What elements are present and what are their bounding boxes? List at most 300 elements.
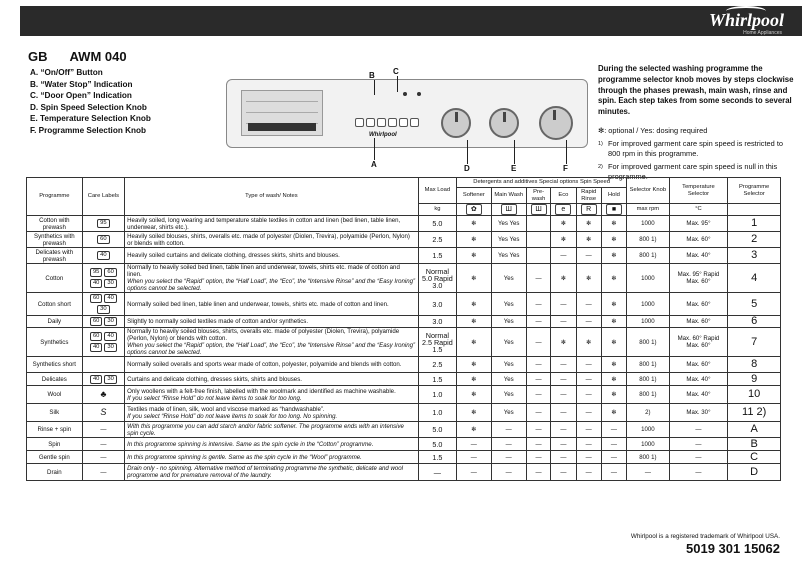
footnote-1: For improved garment care spin speed is restricted to 800 rpm in this programme. bbox=[608, 138, 783, 158]
temperature-cell: Max. 60° bbox=[669, 293, 728, 316]
programme-name: Daily bbox=[27, 316, 83, 328]
care-label-badge: 60 bbox=[104, 268, 116, 277]
care-label-badge: 95 bbox=[90, 268, 102, 277]
eco-cell: ✻ bbox=[551, 328, 576, 357]
rapid-rinse-cell: ✻ bbox=[576, 328, 601, 357]
care-labels bbox=[82, 316, 125, 328]
prewash-cell: — bbox=[526, 464, 550, 481]
temperature-cell: Max. 30° bbox=[669, 404, 728, 422]
wash-note: Textiles made of linen, silk, wool and viscose marked as “handwashable”. bbox=[127, 405, 325, 413]
rapid-rinse-cell: — bbox=[576, 464, 601, 481]
door-open-led-icon bbox=[417, 92, 421, 96]
temperature-cell: Max. 60° bbox=[669, 357, 728, 373]
hold-cell: ✻ bbox=[601, 357, 626, 373]
max-rpm-cell: — bbox=[627, 464, 670, 481]
legend-item: C. “Door Open” Indication bbox=[30, 91, 132, 100]
care-label-badge: 95 bbox=[97, 219, 109, 228]
max-load: 2.5 bbox=[418, 232, 456, 248]
softener-cell: ✻ bbox=[457, 216, 491, 232]
optional-note: ✻: optional / Yes: dosing required bbox=[598, 125, 708, 135]
wash-notes bbox=[125, 386, 419, 404]
wash-notes bbox=[125, 248, 419, 264]
col-care-labels: Care Labels bbox=[82, 178, 125, 216]
care-labels bbox=[82, 438, 125, 451]
programme-name: Synthetics short bbox=[27, 357, 83, 373]
programme-name: Synthetics bbox=[27, 328, 83, 357]
hold-cell: — bbox=[601, 422, 626, 438]
col-programme: Programme bbox=[27, 178, 83, 216]
max-load: 1.5 bbox=[418, 373, 456, 386]
rapid-rinse-cell: — bbox=[576, 438, 601, 451]
wash-notes bbox=[125, 264, 419, 293]
care-label-dash: — bbox=[100, 453, 107, 461]
temperature-cell: Max. 95° bbox=[669, 216, 728, 232]
footnote-2: For improved garment care spin speed is null in this programme. bbox=[608, 161, 778, 181]
softener-cell: ✻ bbox=[457, 404, 491, 422]
programme-name: Gentle spin bbox=[27, 451, 83, 464]
footnote-mark: 2) bbox=[598, 163, 603, 170]
wash-notes bbox=[125, 422, 419, 438]
rapid-rinse-cell: — bbox=[576, 422, 601, 438]
top-band bbox=[20, 6, 802, 36]
leader-line bbox=[566, 140, 567, 164]
eco-cell: — bbox=[551, 404, 576, 422]
callout-f: F bbox=[563, 164, 568, 173]
wash-note: Normally soiled overalls and sports wear made of cotton, polyester, polyamide and blends with cotton. bbox=[127, 361, 402, 368]
wash-notes bbox=[125, 438, 419, 451]
wash-note-italic: In this programme spinning is intensive. Same as the spin cycle in the “Cotton” programme. bbox=[127, 440, 374, 448]
max-rpm-cell: 800 1) bbox=[627, 373, 670, 386]
eco-cell: — bbox=[551, 464, 576, 481]
max-load: 5.0 bbox=[418, 422, 456, 438]
option-button[interactable] bbox=[399, 118, 408, 127]
hold-cell: ✻ bbox=[601, 386, 626, 404]
max-rpm-cell: 1000 bbox=[627, 438, 670, 451]
care-label-dash: — bbox=[100, 426, 107, 433]
leader-line bbox=[374, 80, 375, 95]
wash-note: Heavily soiled blouses, shirts, overalls etc. made of polyester (Diolen, Trevira), polyamide (Perlon, Nylon) or blends with cotton. bbox=[127, 232, 410, 247]
care-label-badge: 30 bbox=[104, 375, 116, 384]
programme-number: 9 bbox=[728, 373, 781, 386]
max-rpm-cell: 2) bbox=[627, 404, 670, 422]
programme-name: Cotton bbox=[27, 264, 83, 293]
max-load: 2.5 bbox=[418, 357, 456, 373]
hold-cell: ✻ bbox=[601, 293, 626, 316]
wash-notes bbox=[125, 373, 419, 386]
hold-cell: — bbox=[601, 451, 626, 464]
temperature-cell: Max. 40° bbox=[669, 373, 728, 386]
detergent-drawer-chart bbox=[241, 90, 323, 136]
table-row bbox=[27, 451, 781, 464]
softener-cell: ✻ bbox=[457, 316, 491, 328]
temperature-cell: Max. 60° bbox=[669, 232, 728, 248]
programme-name: Delicates with prewash bbox=[27, 248, 83, 264]
care-label-dash: — bbox=[100, 468, 107, 476]
programme-number: 3 bbox=[728, 248, 781, 264]
care-label-badge: 30 bbox=[104, 343, 116, 352]
col-detergents: Detergents and additives Special options Spin Speed bbox=[457, 178, 627, 188]
wash-note: Normally to heavily soiled blouses, shirts, overalls etc. made of polyester (Diolen, Trevira), polyamide (Perlon, Nylon) or blends with cotton. bbox=[127, 328, 400, 342]
prewash-cell: — bbox=[526, 438, 550, 451]
main-wash-cell: Yes Yes bbox=[491, 232, 526, 248]
prewash-icon: Ш bbox=[531, 204, 547, 215]
spin-speed-knob[interactable] bbox=[441, 108, 471, 138]
programme-name: Spin bbox=[27, 438, 83, 451]
care-labels bbox=[82, 293, 125, 316]
programme-number: 4 bbox=[728, 264, 781, 293]
softener-cell: — bbox=[457, 438, 491, 451]
care-label-badge: 60 bbox=[90, 294, 102, 303]
eco-cell: — bbox=[551, 373, 576, 386]
prewash-cell: — bbox=[526, 357, 550, 373]
temperature-cell: Max. 60° Rapid Max. 60° bbox=[669, 328, 728, 357]
legend-item: A. “On/Off” Button bbox=[30, 68, 103, 77]
max-load: Normal 2.5 Rapid 1.5 bbox=[418, 328, 456, 357]
option-button[interactable] bbox=[377, 118, 386, 127]
max-load: 1.5 bbox=[418, 248, 456, 264]
programme-rows bbox=[27, 216, 781, 481]
softener-cell: — bbox=[457, 451, 491, 464]
prewash-cell bbox=[526, 232, 550, 248]
model-heading bbox=[28, 49, 149, 64]
care-label-badge: 60 bbox=[97, 235, 109, 244]
legend-item: F. Programme Selection Knob bbox=[30, 125, 147, 135]
main-wash-cell: Yes Yes bbox=[491, 248, 526, 264]
care-labels bbox=[82, 404, 125, 422]
programme-number: 5 bbox=[728, 293, 781, 316]
table-row bbox=[27, 264, 781, 293]
softener-cell: ✻ bbox=[457, 264, 491, 293]
on-off-button[interactable] bbox=[355, 118, 364, 127]
hold-icon: ■ bbox=[606, 204, 622, 215]
wash-notes bbox=[125, 216, 419, 232]
wash-note-italic: With this programme you can add starch and/or fabric softener. The programme ends with an intensive spin cycle. bbox=[127, 422, 404, 437]
callout-b: B bbox=[369, 71, 375, 80]
table-row bbox=[27, 232, 781, 248]
care-labels bbox=[82, 328, 125, 357]
hold-cell: ✻ bbox=[601, 316, 626, 328]
wash-note-italic: If you select “Rinse Hold” do not leave items to soak for too long. No spinning. bbox=[127, 412, 338, 420]
wash-notes bbox=[125, 232, 419, 248]
care-label-badge: 30 bbox=[104, 279, 116, 288]
option-button[interactable] bbox=[366, 118, 375, 127]
footnote-mark: 1) bbox=[598, 140, 603, 147]
softener-cell: ✻ bbox=[457, 357, 491, 373]
eco-cell: — bbox=[551, 386, 576, 404]
care-label-badge: 40 bbox=[90, 343, 102, 352]
care-labels bbox=[82, 216, 125, 232]
top-banner bbox=[0, 0, 802, 42]
wash-notes bbox=[125, 316, 419, 328]
rapid-rinse-cell: — bbox=[576, 248, 601, 264]
max-rpm-cell: 1000 bbox=[627, 293, 670, 316]
programme-description: During the selected washing programme the programme selector knob moves by steps clockwise through the phases prewash, main wash, rinse and spin. Each step takes from some seconds to several minutes. bbox=[598, 64, 794, 117]
col-selector-knob: Selector Knob bbox=[627, 178, 670, 204]
max-rpm-cell: 800 1) bbox=[627, 232, 670, 248]
programme-name: Cotton with prewash bbox=[27, 216, 83, 232]
leader-line bbox=[467, 140, 468, 164]
table-row bbox=[27, 328, 781, 357]
main-wash-cell: Yes bbox=[491, 357, 526, 373]
max-rpm-cell: 800 1) bbox=[627, 386, 670, 404]
max-rpm-cell: 800 1) bbox=[627, 357, 670, 373]
callout-a: A bbox=[371, 160, 377, 169]
max-load: Normal 5.0 Rapid 3.0 bbox=[418, 264, 456, 293]
care-label-dash: — bbox=[100, 440, 107, 448]
care-label-badge: 60 bbox=[90, 332, 102, 341]
rapid-rinse-cell: — bbox=[576, 357, 601, 373]
care-label-badge: 40 bbox=[90, 279, 102, 288]
max-load: 5.0 bbox=[418, 216, 456, 232]
col-type: Type of wash/ Notes bbox=[125, 178, 419, 216]
prewash-cell: — bbox=[526, 373, 550, 386]
document-code: 5019 301 15062 bbox=[686, 541, 780, 556]
wash-notes bbox=[125, 464, 419, 481]
care-label-badge: 30 bbox=[97, 305, 109, 314]
prewash-cell: — bbox=[526, 293, 550, 316]
temperature-cell: Max. 40° bbox=[669, 386, 728, 404]
temperature-cell: Max. 95° Rapid Max. 60° bbox=[669, 264, 728, 293]
model-number: AWM 040 bbox=[69, 49, 127, 64]
softener-icon: ✿ bbox=[466, 204, 482, 215]
care-labels bbox=[82, 386, 125, 404]
care-labels bbox=[82, 451, 125, 464]
main-wash-cell: Yes bbox=[491, 386, 526, 404]
brand-logo: Whirlpool bbox=[708, 10, 784, 30]
wash-note: Normally soiled bed linen, table linen and underwear, towels, shirts etc. made of cotton and linen. bbox=[127, 300, 389, 308]
temperature-cell: — bbox=[669, 464, 728, 481]
table-row bbox=[27, 248, 781, 264]
legend-item: D. Spin Speed Selection Knob bbox=[30, 102, 147, 112]
leader-line bbox=[514, 140, 515, 164]
callout-c: C bbox=[393, 67, 399, 76]
care-labels bbox=[82, 464, 125, 481]
temperature-cell: Max. 40° bbox=[669, 248, 728, 264]
care-label-badge: 40 bbox=[104, 294, 116, 303]
col-prog-selector: Programme Selector bbox=[728, 178, 781, 204]
usage-notes bbox=[598, 64, 794, 185]
prewash-cell: — bbox=[526, 328, 550, 357]
wash-note-italic: In this programme spinning is gentle. Same as the spin cycle in the “Wool” programme. bbox=[127, 453, 362, 461]
temperature-cell: Max. 60° bbox=[669, 316, 728, 328]
hold-cell: ✻ bbox=[601, 248, 626, 264]
leader-line bbox=[397, 76, 398, 92]
hold-cell: ✻ bbox=[601, 328, 626, 357]
main-wash-cell: Yes bbox=[491, 316, 526, 328]
max-rpm-cell: 800 1) bbox=[627, 451, 670, 464]
legend-item: B. “Water Stop” Indication bbox=[30, 79, 133, 89]
callout-e: E bbox=[511, 164, 517, 173]
rapid-label: Rapid bbox=[581, 188, 597, 195]
care-label-badge: 40 bbox=[97, 251, 109, 260]
rapid-rinse-cell: ✻ bbox=[576, 216, 601, 232]
panel-logo: Whirlpool bbox=[369, 132, 397, 138]
col-rapid bbox=[576, 188, 601, 204]
prewash-cell bbox=[526, 216, 550, 232]
leader-line bbox=[374, 138, 375, 160]
softener-cell: ✻ bbox=[457, 386, 491, 404]
programme-table bbox=[26, 177, 781, 481]
table-row bbox=[27, 404, 781, 422]
care-label-badge: 40 bbox=[90, 375, 102, 384]
option-button[interactable] bbox=[410, 118, 419, 127]
care-label-badge: 30 bbox=[104, 317, 116, 326]
main-wash-cell: — bbox=[491, 422, 526, 438]
care-label-badge: 60 bbox=[90, 317, 102, 326]
wash-note-italic: Drain only - no spinning. Alternative method of terminating programme the synthetic, delicate and wool programme and for premature removal of the laundry. bbox=[127, 465, 403, 479]
care-label-badge: 40 bbox=[104, 332, 116, 341]
callout-d: D bbox=[464, 164, 470, 173]
max-load: — bbox=[418, 464, 456, 481]
wash-note: Normally to heavily soiled bed linen, table linen and underwear, towels, shirts etc. made of cotton and linen. bbox=[127, 264, 400, 278]
wash-notes bbox=[125, 328, 419, 357]
table-row bbox=[27, 373, 781, 386]
eco-cell: — bbox=[551, 357, 576, 373]
programme-number: 11 2) bbox=[728, 404, 781, 422]
col-load: Max Load bbox=[418, 178, 456, 204]
table-row bbox=[27, 293, 781, 316]
eco-cell: — bbox=[551, 422, 576, 438]
temperature-cell: — bbox=[669, 438, 728, 451]
prewash-cell: — bbox=[526, 404, 550, 422]
eco-cell: — bbox=[551, 451, 576, 464]
max-rpm-cell: 1000 bbox=[627, 422, 670, 438]
prewash-cell: — bbox=[526, 316, 550, 328]
wash-notes bbox=[125, 357, 419, 373]
silk-care-icon: S bbox=[100, 406, 107, 417]
wash-notes bbox=[125, 404, 419, 422]
option-button[interactable] bbox=[388, 118, 397, 127]
programme-knob[interactable] bbox=[539, 106, 573, 140]
table-row bbox=[27, 438, 781, 451]
hold-cell: ✻ bbox=[601, 373, 626, 386]
wash-note-italic: When you select the “Rapid” option, the “Half Load”, the “Eco”, the “Intensive Rinse” and the “Easy Ironing” options cannot be selected. bbox=[127, 342, 416, 356]
rapid-rinse-cell: — bbox=[576, 451, 601, 464]
hold-cell: ✻ bbox=[601, 264, 626, 293]
hold-cell: ✻ bbox=[601, 404, 626, 422]
eco-cell: — bbox=[551, 438, 576, 451]
main-wash-cell: Yes bbox=[491, 293, 526, 316]
col-load-unit: kg bbox=[418, 204, 456, 216]
main-wash-cell: Yes bbox=[491, 404, 526, 422]
eco-cell: ✻ bbox=[551, 216, 576, 232]
programme-number: D bbox=[728, 464, 781, 481]
temperature-cell: — bbox=[669, 451, 728, 464]
wool-care-icon: ♣ bbox=[100, 388, 107, 399]
max-rpm-cell: 800 1) bbox=[627, 328, 670, 357]
max-load: 3.0 bbox=[418, 316, 456, 328]
programme-number: B bbox=[728, 438, 781, 451]
softener-cell: ✻ bbox=[457, 328, 491, 357]
programme-name: Cotton short bbox=[27, 293, 83, 316]
max-load: 5.0 bbox=[418, 438, 456, 451]
wash-note: Heavily soiled curtains and delicate clothing, dresses skirts, shirts and blouses. bbox=[127, 252, 340, 259]
table-row bbox=[27, 216, 781, 232]
rapid-rinse-cell: — bbox=[576, 373, 601, 386]
hold-cell: ✻ bbox=[601, 216, 626, 232]
programme-number: 2 bbox=[728, 232, 781, 248]
option-buttons bbox=[355, 114, 435, 128]
hold-cell: — bbox=[601, 438, 626, 451]
wash-note: Slightly to normally soiled textiles made of cotton and/or synthetics. bbox=[127, 318, 309, 325]
care-labels bbox=[82, 373, 125, 386]
control-panel-illustration bbox=[226, 79, 588, 148]
trademark-note: Whirlpool is a registered trademark of Whirlpool USA. bbox=[630, 533, 780, 540]
main-wash-cell: Yes bbox=[491, 328, 526, 357]
col-temp-unit: °C bbox=[669, 204, 728, 216]
care-labels bbox=[82, 264, 125, 293]
hold-cell: ✻ bbox=[601, 232, 626, 248]
table-row bbox=[27, 357, 781, 373]
col-temperature: Temperature Selector bbox=[669, 178, 728, 204]
max-rpm-cell: 800 1) bbox=[627, 248, 670, 264]
programme-name: Delicates bbox=[27, 373, 83, 386]
softener-cell: ✻ bbox=[457, 248, 491, 264]
wash-note-italic: When you select the “Rapid” option, the “Half Load”, the “Eco”, the “Intensive Rinse” and the “Easy Ironing” options cannot be selected. bbox=[127, 278, 416, 292]
care-labels bbox=[82, 357, 125, 373]
programme-name: Silk bbox=[27, 404, 83, 422]
table-row bbox=[27, 464, 781, 481]
main-wash-cell: — bbox=[491, 438, 526, 451]
col-softener: Softener bbox=[457, 188, 491, 204]
eco-cell: — bbox=[551, 248, 576, 264]
programme-number: 6 bbox=[728, 316, 781, 328]
prewash-cell bbox=[526, 248, 550, 264]
programme-name: Wool bbox=[27, 386, 83, 404]
main-wash-cell: Yes bbox=[491, 373, 526, 386]
eco-cell: ✻ bbox=[551, 232, 576, 248]
programme-number: C bbox=[728, 451, 781, 464]
rinse-label: Rinse bbox=[581, 195, 597, 202]
rapid-rinse-cell: — bbox=[576, 404, 601, 422]
table-row bbox=[27, 422, 781, 438]
eco-cell: — bbox=[551, 316, 576, 328]
prewash-cell: — bbox=[526, 451, 550, 464]
softener-cell: — bbox=[457, 464, 491, 481]
table-row bbox=[27, 386, 781, 404]
care-labels bbox=[82, 232, 125, 248]
max-load: 1.5 bbox=[418, 451, 456, 464]
eco-icon: e bbox=[555, 204, 571, 215]
programme-number: 7 bbox=[728, 328, 781, 357]
water-stop-led-icon bbox=[403, 92, 407, 96]
col-eco: Eco bbox=[551, 188, 576, 204]
softener-cell: ✻ bbox=[457, 232, 491, 248]
programme-number: 8 bbox=[728, 357, 781, 373]
main-wash-cell: Yes bbox=[491, 264, 526, 293]
max-load: 3.0 bbox=[418, 293, 456, 316]
legend-item: E. Temperature Selection Knob bbox=[30, 114, 151, 123]
wash-label: Wash bbox=[508, 192, 524, 198]
softener-cell: ✻ bbox=[457, 422, 491, 438]
eco-cell: — bbox=[551, 293, 576, 316]
col-hold: Hold bbox=[601, 188, 626, 204]
control-legend bbox=[30, 67, 151, 136]
prewash-cell: — bbox=[526, 422, 550, 438]
rapid-icon: R bbox=[581, 204, 597, 215]
softener-cell: ✻ bbox=[457, 373, 491, 386]
rapid-rinse-cell: ✻ bbox=[576, 264, 601, 293]
max-rpm-cell: 1000 bbox=[627, 216, 670, 232]
wash-note: Heavily soiled, long wearing and temperature stable textiles in cotton and linen (bed linen, table linen, underwear, shirts etc.). bbox=[127, 216, 401, 231]
brand-tagline: Home Appliances bbox=[743, 30, 782, 36]
care-labels bbox=[82, 422, 125, 438]
prewash-cell: — bbox=[526, 264, 550, 293]
rapid-rinse-cell: ✻ bbox=[576, 232, 601, 248]
max-load: 1.0 bbox=[418, 404, 456, 422]
col-prewash: Pre-wash bbox=[526, 188, 550, 204]
temperature-knob[interactable] bbox=[489, 108, 519, 138]
